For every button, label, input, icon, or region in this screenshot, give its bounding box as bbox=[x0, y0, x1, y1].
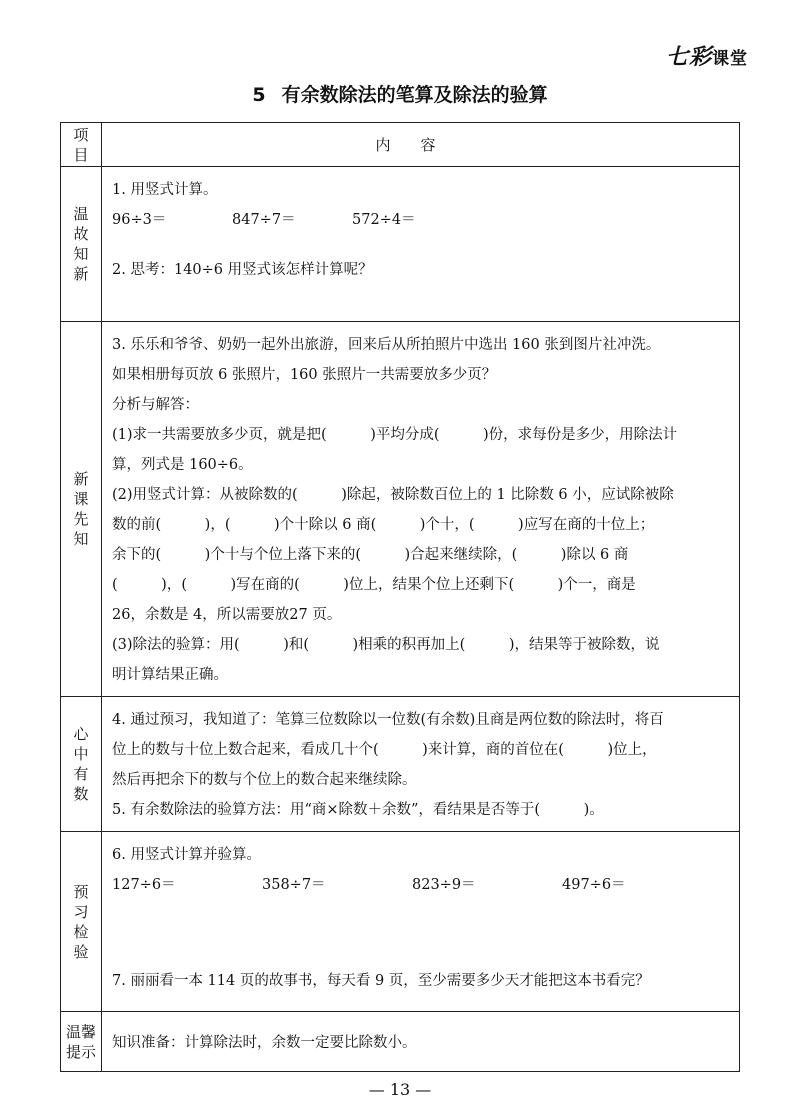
preview-line: 算，列式是 160÷6。 bbox=[112, 457, 253, 473]
check-calc-3: 823÷9＝ bbox=[412, 877, 476, 893]
header-col1: 项目 bbox=[61, 123, 102, 167]
preview-line: 3. 乐乐和爷爷、奶奶一起外出旅游，回来后从所拍照片中选出 160 张到图片社冲洗。 bbox=[112, 337, 661, 353]
preview-line: 明计算结果正确。 bbox=[112, 667, 228, 683]
check-calc-1: 127÷6＝ bbox=[112, 877, 176, 893]
summary-line: 然后再把余下的数与个位上的数合起来继续除。 bbox=[112, 772, 417, 788]
summary-line: 位上的数与十位上数合起来，看成几十个( )来计算，商的首位在( )位上， bbox=[112, 742, 657, 758]
check-row bbox=[61, 832, 740, 1012]
preview-line: ( )，( )写在商的( )位上，结果个位上还剩下( )个一，商是 bbox=[112, 577, 636, 593]
review-q1: 1. 用竖式计算。 bbox=[112, 182, 218, 198]
check-calc-2: 358÷7＝ bbox=[262, 877, 326, 893]
check-label: 预习检验 bbox=[61, 832, 102, 1012]
preview-line: 分析与解答： bbox=[112, 397, 199, 413]
preview-row bbox=[61, 322, 740, 697]
summary-line: 5. 有余数除法的验算方法：用“商×除数＋余数”，看结果是否等于( )。 bbox=[112, 802, 604, 818]
preview-label: 新课先知 bbox=[61, 322, 102, 697]
tip-label: 温馨提示 bbox=[61, 1012, 102, 1072]
summary-content bbox=[102, 697, 740, 832]
preview-content bbox=[102, 322, 740, 697]
check-calcs bbox=[112, 870, 729, 900]
summary-row bbox=[61, 697, 740, 832]
page-title bbox=[0, 80, 800, 107]
tip-content bbox=[102, 1012, 740, 1072]
review-calcs bbox=[112, 205, 729, 235]
check-calc-4: 497÷6＝ bbox=[562, 877, 626, 893]
brand-sub: 课堂 bbox=[712, 49, 748, 69]
check-q6: 6. 用竖式计算并验算。 bbox=[112, 847, 261, 863]
page-number: — 13 — bbox=[368, 1080, 432, 1099]
header-col2: 内容 bbox=[102, 123, 740, 167]
check-content bbox=[102, 832, 740, 1012]
review-calc-1: 96÷3＝ bbox=[112, 212, 167, 228]
brand-main: 七彩 bbox=[665, 45, 712, 70]
preview-line: 26，余数是 4，所以需要放27 页。 bbox=[112, 607, 342, 623]
review-label: 温故知新 bbox=[61, 167, 102, 322]
tip-text: 知识准备：计算除法时，余数一定要比除数小。 bbox=[112, 1034, 417, 1051]
preview-line: 余下的( )个十与个位上落下来的( )合起来继续除，( )除以 6 商 bbox=[112, 547, 629, 563]
preview-line: (1)求一共需要放多少页，就是把( )平均分成( )份，求每份是多少，用除法计 bbox=[112, 427, 678, 443]
review-row bbox=[61, 167, 740, 322]
review-q2: 2. 思考：140÷6 用竖式该怎样计算呢？ bbox=[112, 262, 373, 278]
review-calc-3: 572÷4＝ bbox=[352, 212, 416, 228]
summary-line: 4. 通过预习，我知道了：笔算三位数除以一位数(有余数)且商是两位数的除法时，将百 bbox=[112, 712, 664, 728]
worksheet-table bbox=[60, 122, 740, 1072]
header-row bbox=[61, 123, 740, 167]
summary-label: 心中有数 bbox=[61, 697, 102, 832]
review-content bbox=[102, 167, 740, 322]
preview-line: (2)用竖式计算：从被除数的( )除起，被除数百位上的 1 比除数 6 小，应试除被除 bbox=[112, 487, 674, 503]
check-q7: 7. 丽丽看一本 114 页的故事书，每天看 9 页，至少需要多少天才能把这本书看完？ bbox=[112, 973, 650, 989]
title-text: 有余数除法的笔算及除法的验算 bbox=[281, 84, 548, 106]
tip-row bbox=[61, 1012, 740, 1072]
brand-logo bbox=[666, 40, 748, 71]
preview-line: 数的前( )，( )个十除以 6 商( )个十，( )应写在商的十位上； bbox=[112, 517, 655, 533]
preview-line: (3)除法的验算：用( )和( )相乘的积再加上( )，结果等于被除数，说 bbox=[112, 637, 660, 653]
title-number: 5 bbox=[252, 84, 266, 106]
preview-line: 如果相册每页放 6 张照片，160 张照片一共需要放多少页？ bbox=[112, 367, 497, 383]
review-calc-2: 847÷7＝ bbox=[232, 212, 296, 228]
